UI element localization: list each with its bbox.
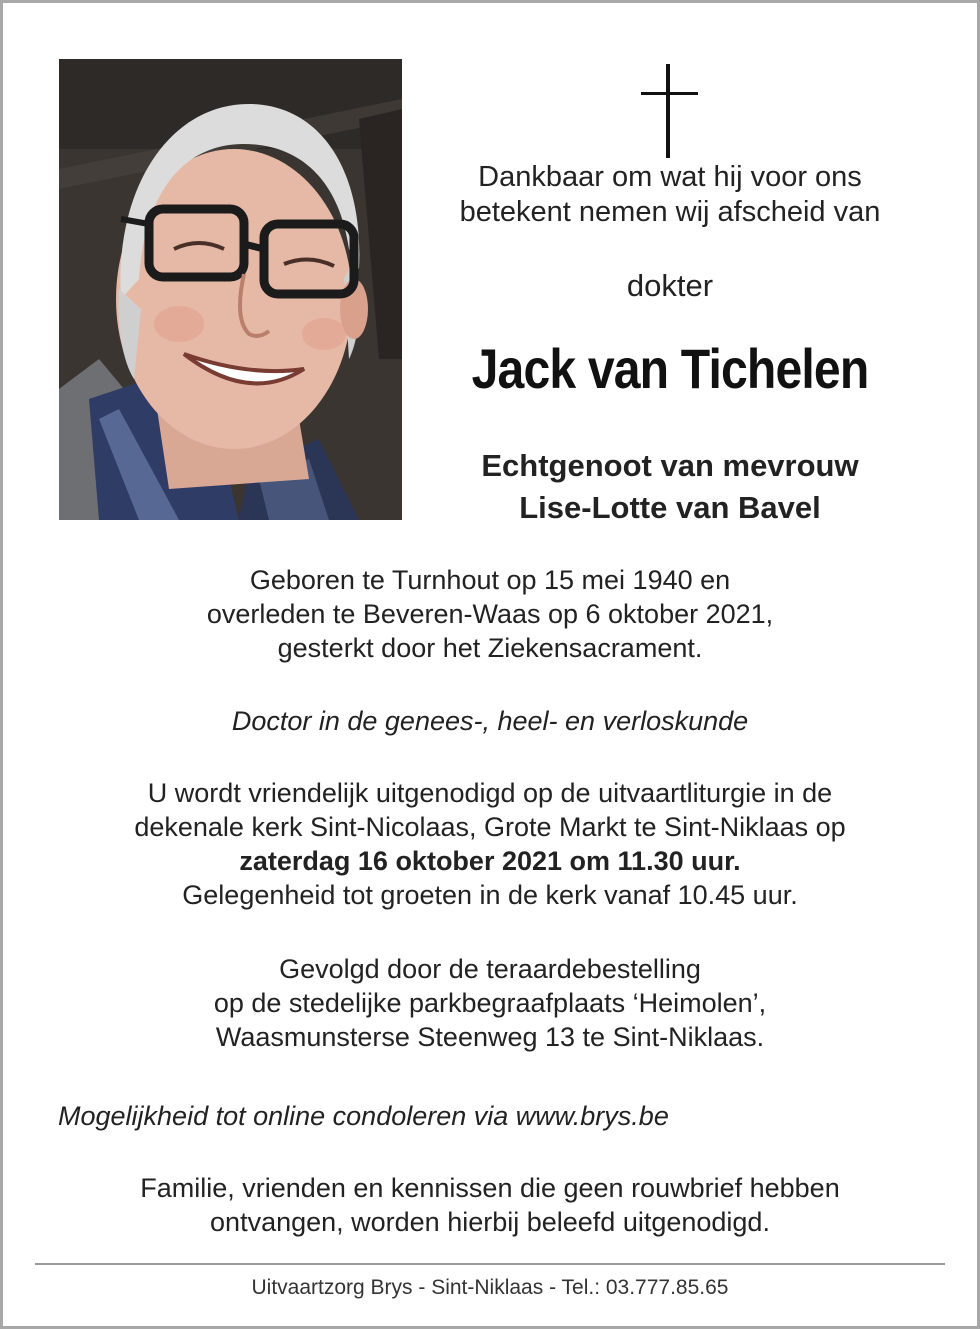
honorific: dokter — [626, 268, 714, 303]
footer-divider — [35, 1263, 945, 1265]
birth-death-line: gesterkt door het Ziekensacrament. — [277, 633, 703, 663]
birth-death-line: Geboren te Turnhout op 15 mei 1940 en — [249, 565, 731, 595]
cross-icon — [641, 64, 698, 158]
burial-line: Waasmunsterse Steenweg 13 te Sint-Niklaas. — [215, 1022, 765, 1052]
deceased-name: Jack van Tichelen — [471, 337, 869, 400]
online-condolence-text: Mogelijkheid tot online condoleren via www.brys.be — [58, 1101, 669, 1131]
funeral-home-footer: Uitvaartzorg Brys - Sint-Niklaas - Tel.: 03.777.85.65 — [251, 1276, 729, 1299]
intro-text — [420, 160, 920, 230]
spouse-line: Lise-Lotte van Bavel — [519, 490, 821, 525]
funeral-text — [40, 776, 940, 912]
burial-line: Gevolgd door de teraardebestelling — [279, 954, 701, 984]
funeral-line: U wordt vriendelijk uitgenodigd op de uitvaartliturgie in de — [147, 778, 833, 808]
funeral-line: dekenale kerk Sint-Nicolaas, Grote Markt te Sint-Niklaas op — [134, 812, 846, 842]
spouse-text — [420, 445, 920, 529]
birth-death-text — [40, 563, 940, 665]
intro-line: Dankbaar om wat hij voor ons — [478, 161, 862, 193]
burial-line: op de stedelijke parkbegraafplaats ‘Heimolen’, — [213, 988, 767, 1018]
burial-text — [40, 952, 940, 1054]
birth-death-line: overleden te Beveren-Waas op 6 oktober 2021, — [206, 599, 774, 629]
invitation-text — [40, 1171, 940, 1239]
funeral-line: Gelegenheid tot groeten in de kerk vanaf 10.45 uur. — [182, 880, 798, 910]
spouse-line: Echtgenoot van mevrouw — [481, 448, 859, 483]
invitation-line: ontvangen, worden hierbij beleefd uitgenodigd. — [210, 1207, 770, 1237]
profession-text: Doctor in de genees-, heel- en verloskunde — [231, 706, 749, 736]
portrait-photo — [59, 59, 402, 520]
invitation-line: Familie, vrienden en kennissen die geen rouwbrief hebben — [140, 1173, 840, 1203]
funeral-date: zaterdag 16 oktober 2021 om 11.30 uur. — [239, 846, 741, 876]
intro-line: betekent nemen wij afscheid van — [459, 196, 881, 228]
